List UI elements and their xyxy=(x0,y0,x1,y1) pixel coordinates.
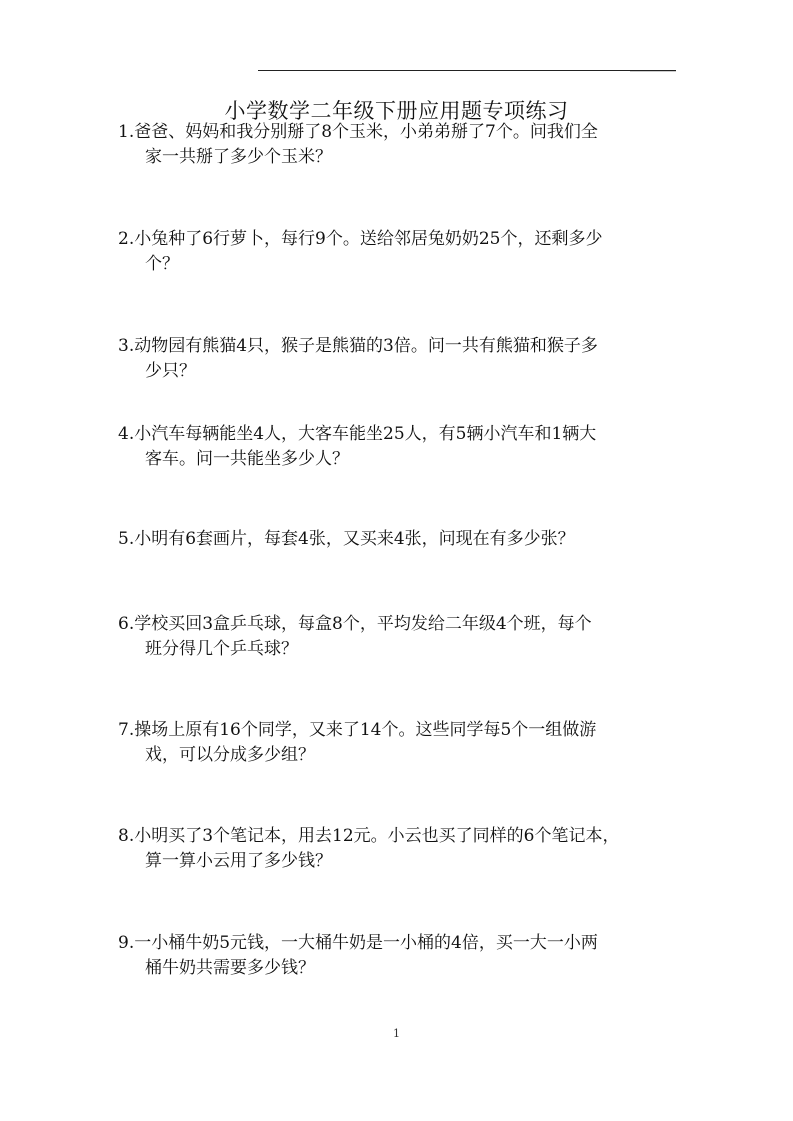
page-number: 1 xyxy=(393,1027,400,1040)
question-text-cont: 班分得几个乒乓球？ xyxy=(145,639,298,659)
question-text-cont: 算一算小云用了多少钱？ xyxy=(145,851,332,871)
question-5 xyxy=(118,527,678,552)
question-text: 8.小明买了3个笔记本，用去12元。小云也买了同样的6个笔记本， xyxy=(118,826,620,846)
question-text-cont: 个？ xyxy=(145,254,179,274)
question-text: 6.学校买回3盒乒乓球，每盒8个，平均发给二年级4个班，每个 xyxy=(118,614,592,634)
question-4 xyxy=(118,422,678,472)
question-text: 4.小汽车每辆能坐4人，大客车能坐25人，有5辆小汽车和1辆大 xyxy=(118,424,597,444)
question-1 xyxy=(118,120,678,170)
question-text: 3.动物园有熊猫4只，猴子是熊猫的3倍。问一共有熊猫和猴子多 xyxy=(118,336,598,356)
question-9 xyxy=(118,931,678,981)
question-text: 1.爸爸、妈妈和我分别掰了8个玉米，小弟弟掰了7个。问我们全 xyxy=(118,122,598,142)
question-text: 9.一小桶牛奶5元钱，一大桶牛奶是一小桶的4倍，买一大一小两 xyxy=(118,933,598,953)
question-6 xyxy=(118,612,678,662)
page-title: 小学数学二年级下册应用题专项练习 xyxy=(224,99,569,123)
question-text-cont: 戏，可以分成多少组？ xyxy=(145,745,315,765)
question-text: 2.小兔种了6行萝卜，每行9个。送给邻居兔奶奶25个，还剩多少 xyxy=(118,229,603,249)
question-text-cont: 桶牛奶共需要多少钱？ xyxy=(145,958,315,978)
header-rule-tail xyxy=(630,71,676,72)
question-7 xyxy=(118,718,678,768)
question-text: 5.小明有6套画片，每套4张，又买来4张，问现在有多少张？ xyxy=(118,529,575,549)
question-3 xyxy=(118,334,678,384)
question-text: 7.操场上原有16个同学，又来了14个。这些同学每5个一组做游 xyxy=(118,720,597,740)
question-text-cont: 少只？ xyxy=(145,361,196,381)
header-rule xyxy=(258,70,676,71)
question-8 xyxy=(118,824,678,874)
question-2 xyxy=(118,227,678,277)
question-text-cont: 家一共掰了多少个玉米？ xyxy=(145,147,332,167)
question-text-cont: 客车。问一共能坐多少人？ xyxy=(145,449,349,469)
